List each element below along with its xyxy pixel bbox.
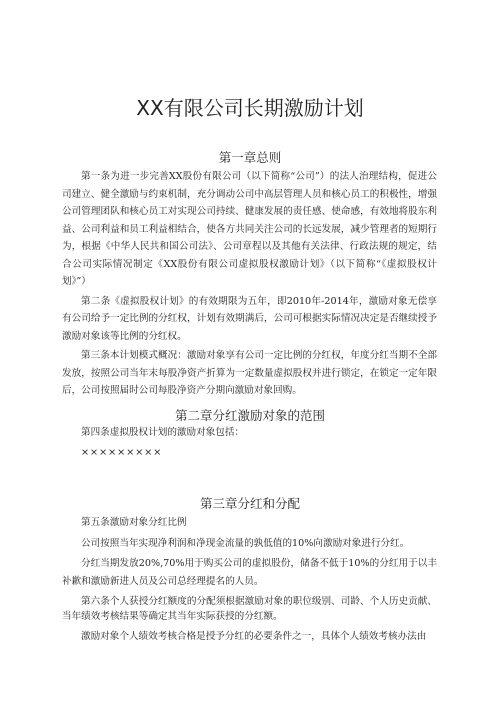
article-5: 第五条激励对象分红比例 <box>81 517 187 528</box>
chapter-1-heading: 第一章总则 <box>218 150 282 165</box>
target-placeholder: ××××××××× <box>81 446 163 458</box>
article-5-para-1: 公司按照当年实现净利润和净现金流量的孰低值的10%向激励对象进行分红。 <box>81 537 410 549</box>
chapter-3-heading: 第三章分红和分配 <box>199 496 300 511</box>
article-4: 第四条虚拟股权计划的激励对象包括： <box>81 427 245 438</box>
article-6-para-1: 激励对象个人绩效考核合格是授予分红的必要条件之一，具体个人绩效考核办法由 <box>81 631 427 642</box>
chapter-2-heading: 第二章分红激励对象的范围 <box>174 408 325 423</box>
article-6: 第六条个人获授分红额度的分配须根据激励对象的职位级别、司龄、个人历史贡献、当年绩效考核结果等确定其当年实际获授的分红额。 <box>62 596 437 622</box>
document-title: XX有限公司长期激励计划 <box>136 96 364 120</box>
article-2: 第二条《虚拟股权计划》的有效期限为五年，即2010年-2014年，激励对象无偿享有公司给予一定比例的分红权，计划有效期满后，公司可根据实际情况决定是否继续授予激励对象该等比例的分红权。 <box>62 295 437 342</box>
article-1: 第一条为进一步完善XX股份有限公司（以下简称“公司”）的法人治理结构，促进公司建立、健全激励与约束机制，充分调动公司中高层管理人员和核心员工的积极性，增强公司管理团队和核心员工对实现公司持续、健康发展的责任感、使命感，有效地将股东利益、公司利益和员工利益相结合，使各方共同关注公司的长远发展，减少管理者的短期行为，根据《中华人民共和国公司法》、公司章程以及其他有关法律、行政法规的规定，结合公司实际情况制定《XX股份有限公司虚拟股权激励计划》（以下简称“《虚拟股权计划》”） <box>62 171 437 287</box>
article-3: 第三条本计划模式概况：激励对象享有公司一定比例的分红权，年度分红当期不全部发放，按照公司当年末每股净资产折算为一定数量虚拟股权并进行锁定，在锁定一定年限后，公司按照届时公司每股净资产分期向激励对象回购。 <box>62 350 437 396</box>
chapter-1-body <box>62 168 437 400</box>
chapter-2-body <box>62 424 437 461</box>
article-5-para-2: 分红当期发放20%,70%用于购买公司的虚拟股份，储备不低于10%的分红用于以丰补歉和激励新进人员及公司总经理提名的人员。 <box>62 558 437 587</box>
chapter-3-body <box>62 514 437 646</box>
